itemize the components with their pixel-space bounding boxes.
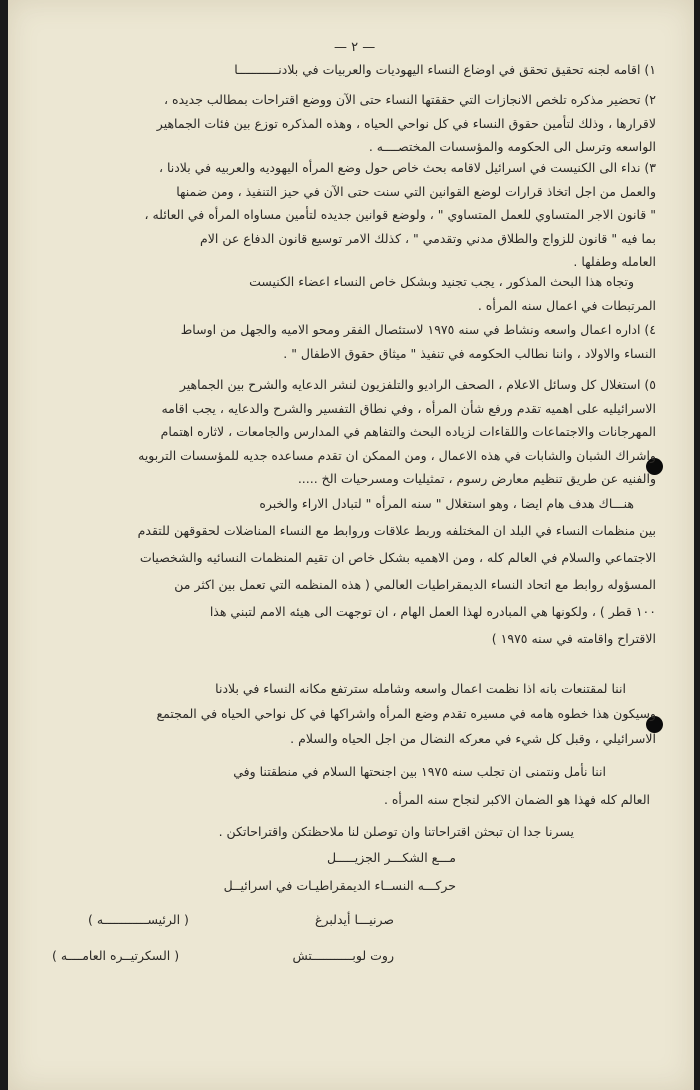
item-5-line: المهرجانات والاجتماعات واللقاءات لزياده البحث والتفاهم في المدارس والجامعات ، لاثاره اهتمام — [160, 424, 656, 439]
item-1-line: ١) اقامه لجنه تحقيق تحقق في اوضاع النساء اليهوديات والعربيات في بلادنـــــــــــا — [234, 62, 656, 77]
item-3-line: " قانون الاجر المتساوي للعمل المتساوي " ، ولوضع قوانين جديده لتأمين مساواه المرأه في العائله ، — [144, 207, 656, 222]
item-3-followup — [14, 270, 656, 317]
item-3-line: والعمل من اجل اتخاذ قرارات لوضع القوانين التي سنت حتى الآن في حيز التنفيذ ، ومن ضمنها — [176, 183, 656, 199]
closing-greeting: مـــع الشكـــر الجزيـــــل — [326, 850, 456, 865]
paragraph-line: اننا نأمل ونتمنى ان تجلب سنه ١٩٧٥ بين اجنحتها السلام في منطقتنا وفي — [233, 764, 606, 779]
paragraph-line: الاقتراح واقامته في سنه ١٩٧٥ ) — [491, 631, 656, 646]
paragraph-line: وسيكون هذا خطوه هامه في مسيره تقدم وضع المرأه واشراكها في كل نواحي الحياه في المجتمع — [156, 706, 656, 721]
paragraph-line: المسؤوله روابط مع اتحاد النساء الديمقراطيات العالمي ( هذه المنظمه التي تعمل بين اكثر من — [174, 577, 656, 592]
item-4 — [16, 318, 656, 365]
item-5 — [16, 373, 656, 491]
signer-2-name: روت لوبـــــــــــتش — [292, 948, 394, 963]
item-2-line: ٢) تحضير مذكره تلخص الانجازات التي حققتها النساء حتى الآن ووضع اقتراحات بمطالب جديده ، — [164, 92, 656, 107]
item-4-line: النساء والاولاد ، واننا نطالب الحكومه في تنفيذ " ميثاق حقوق الاطفال " . — [283, 345, 656, 361]
paragraph-conviction — [16, 676, 656, 751]
item-1 — [16, 58, 656, 82]
signer-1-name: صرنيـــا أيدلبرغ — [315, 912, 394, 927]
signer-2-title: ( السكرتيــره العامــــه ) — [52, 948, 180, 963]
paragraph-line: ١٠٠ قطر ) ، ولكونها هي المبادره لهذا العمل الهام ، ان توجهت الى هيئه الامم لتبني هذا — [209, 604, 656, 619]
closing-organization: حركـــه النســاء الديمقراطيـات في اسرائيــل — [223, 878, 456, 893]
paragraph-line: هنـــاك هدف هام ايضا ، وهو استغلال " سنه المرأه " لتبادل الاراء والخبره — [259, 496, 634, 511]
paragraph-line: العالم كله فهذا هو الضمان الاكبر لنجاح سنه المرأه . — [383, 792, 650, 807]
paragraph-line: الاسرائيلي ، وقبل كل شيء في معركه النضال من اجل الحياه والسلام . — [290, 731, 656, 746]
item-3-followup-line: المرتبطات في اعمال سنه المرأه . — [477, 297, 656, 313]
signer-1-title: ( الرئيســــــــــــه ) — [88, 912, 189, 927]
page-number: — ٢ — — [334, 40, 376, 55]
item-3-line: ٣) نداء الى الكنيست في اسرائيل لاقامه بحث خاص حول وضع المرأه اليهوديه والعربيه في بلادنا ، — [158, 160, 656, 175]
item-3 — [16, 156, 656, 274]
item-5-line: الاسرائيليه على اهميه تقدم ورفع شأن المرأه ، وفي نطاق التفسير والشرح والدعايه ، يجب اقامه — [161, 400, 656, 416]
item-2-line: لاقرارها ، وذلك لتأمين حقوق النساء في كل نواحي الحياه ، وهذه المذكره توزع بين فئات الجماهير — [156, 115, 656, 131]
item-5-line: والفنيه عن طريق تنظيم معارض رسوم ، تمثيليات ومسرحيات الخ ..... — [297, 471, 656, 486]
paragraph-line: اننا لمقتنعات بانه اذا نظمت اعمال واسعه وشامله سترتفع مكانه النساء في بلادنا — [215, 681, 626, 696]
item-3-line: بما فيه " قانون للزواج والطلاق مدني وتقدمي " ، كذلك الامر توسيع قانون الدفاع عن الام — [200, 230, 656, 246]
item-2-line: الواسعه وترسل الى الحكومه والمؤسسات المختصــــه . — [368, 139, 656, 154]
paragraph-women-year-goal — [16, 490, 656, 652]
paragraph-line: بين منظمات النساء في البلد ان المختلفه وربط علاقات وروابط مع النساء المناضلات لحقوقهن للتقدم — [137, 523, 656, 538]
item-3-followup-line: وتجاه هذا البحث المذكور ، يجب تجنيد وبشكل خاص النساء اعضاء الكنيست — [249, 274, 634, 289]
paragraph-line: الاجتماعي والسلام في العالم كله ، ومن الاهميه بشكل خاص ان تقيم المنظمات النسائيه والشخصيات — [139, 550, 656, 565]
item-3-line: العامله وطفلها . — [573, 254, 656, 269]
document-page — [8, 0, 694, 1090]
paragraph-hope — [16, 758, 656, 814]
paragraph-line: يسرنا جدا ان تبحثن اقتراحاتنا وان توصلن لنا ملاحظتكن واقتراحاتكن . — [218, 824, 574, 839]
item-5-line: واشراك الشبان والشابات في هذه الاعمال ، ومن الممكن ان تقدم مساعده جديه للمؤسسات التربويه — [138, 447, 656, 463]
item-2 — [16, 88, 656, 159]
item-5-line: ٥) استغلال كل وسائل الاعلام ، الصحف الراديو والتلفزيون لنشر الدعايه والشرح بين الجماهير — [179, 377, 656, 392]
item-4-line: ٤) اداره اعمال واسعه ونشاط في سنه ١٩٧٥ لاستئصال الفقر ومحو الاميه والجهل من اوساط — [180, 322, 656, 337]
paragraph-request — [54, 820, 574, 844]
